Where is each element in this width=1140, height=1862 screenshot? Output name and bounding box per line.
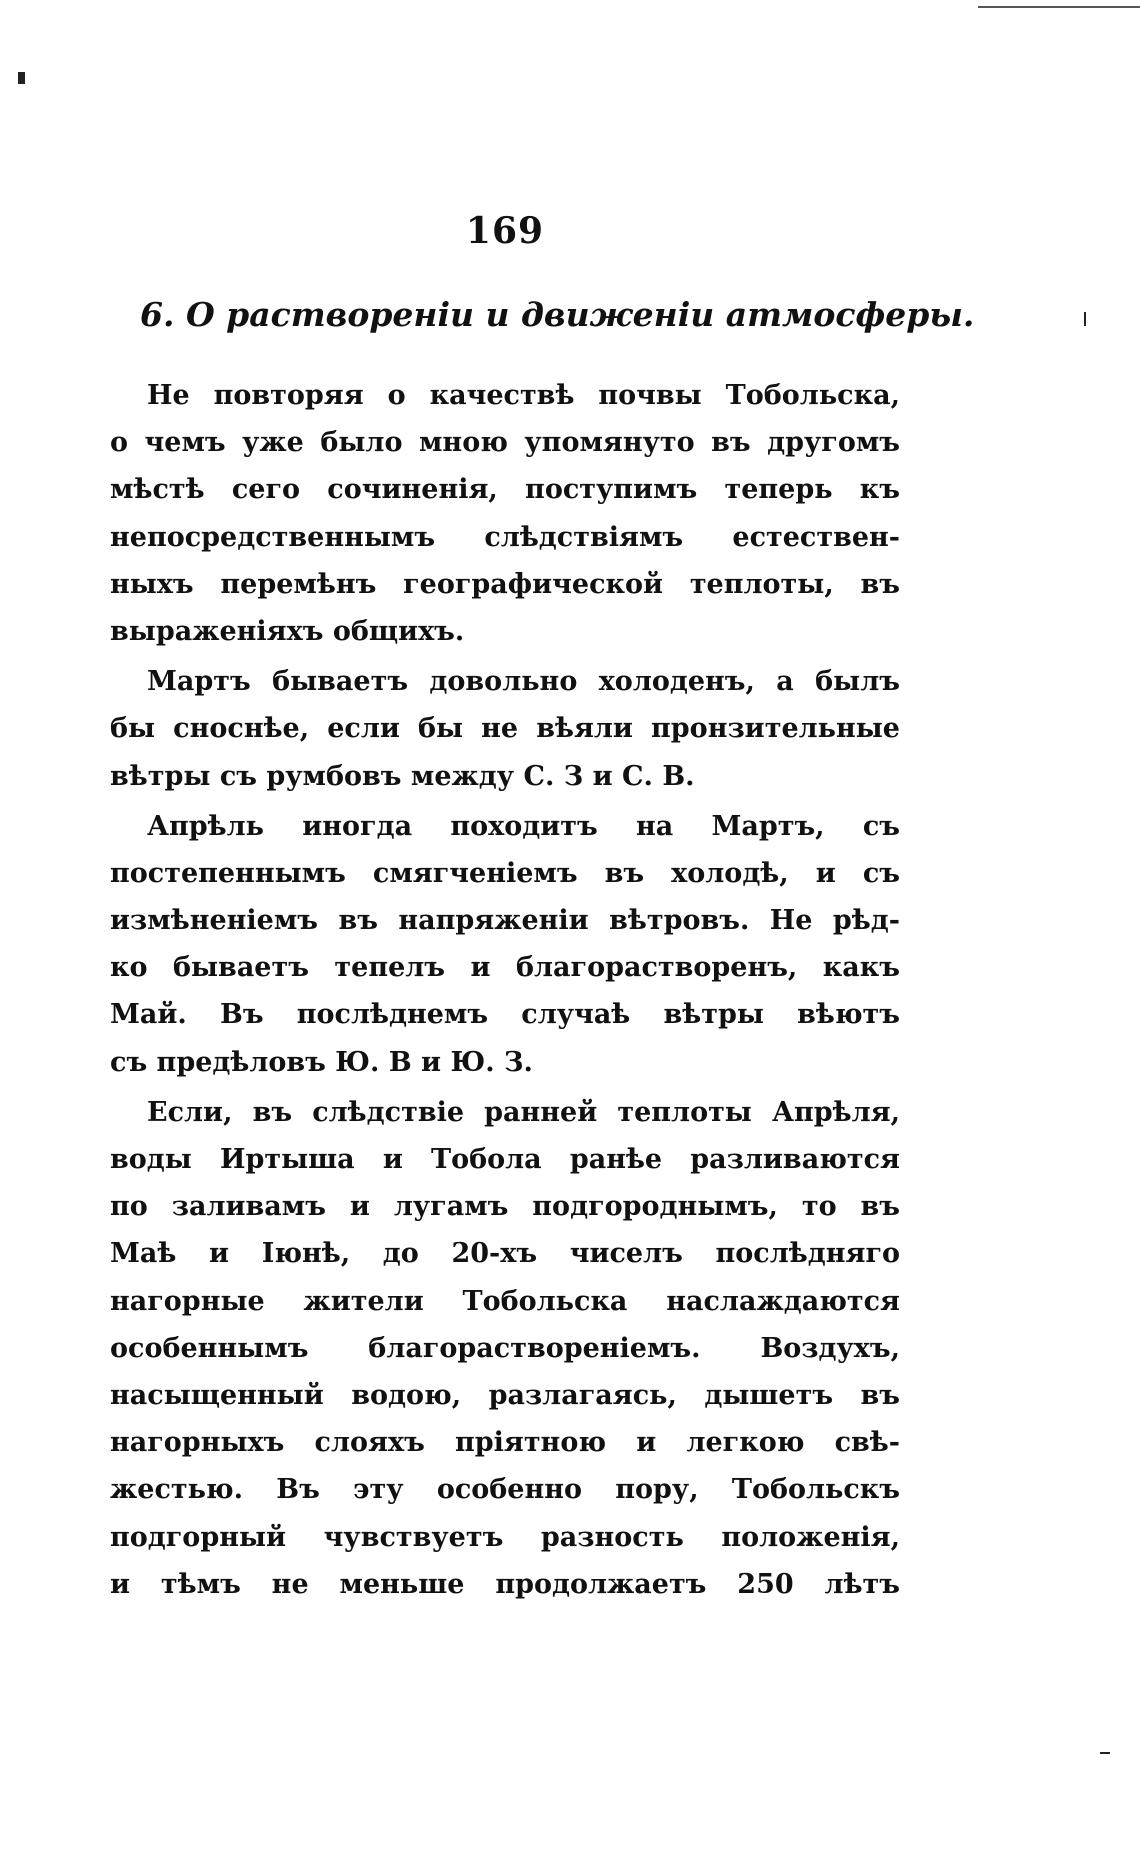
page-edge-line xyxy=(978,6,1140,8)
text-line: Апрѣль иногда походитъ на Мартъ, съ xyxy=(147,810,900,842)
margin-mark-bottom xyxy=(1100,1752,1110,1754)
text-line: подгорный чувствуетъ разность положенія, xyxy=(110,1521,900,1553)
text-line: измѣненіемъ въ напряженіи вѣтровъ. Не рѣд- xyxy=(110,905,900,937)
text-line: мѣстѣ сего сочиненія, поступимъ теперь къ xyxy=(110,474,900,506)
text-line: по заливамъ и лугамъ подгороднымъ, то въ xyxy=(110,1191,900,1223)
text-line: выраженіяхъ общихъ. xyxy=(110,615,465,647)
text-line: бы сноснѣе, если бы не вѣяли пронзительные xyxy=(110,713,900,745)
text-line: нагорныхъ слояхъ пріятною и легкою свѣ- xyxy=(110,1427,900,1459)
text-line: воды Иртыша и Тобола ранѣе разливаются xyxy=(110,1144,900,1175)
text-line: Если, въ слѣдствіе ранней теплоты Апрѣля, xyxy=(147,1096,900,1128)
text-line: ко бываетъ тепелъ и благорастворенъ, какъ xyxy=(110,952,900,984)
text-line: Маѣ и Іюнѣ, до 20-хъ чиселъ послѣдняго xyxy=(110,1238,900,1270)
margin-mark-left xyxy=(18,72,25,84)
text-line: о чемъ уже было мною упомянуто въ другомъ xyxy=(110,427,900,459)
text-line: Мартъ бываетъ довольно холоденъ, а былъ xyxy=(147,666,900,698)
text-line: постепеннымъ смягченіемъ въ холодѣ, и съ xyxy=(110,857,900,889)
section-heading: 6. О раствореніи и движеніи атмосферы. xyxy=(140,295,975,334)
text-line: жестью. Въ эту особенно пору, Тобольскъ xyxy=(110,1474,900,1506)
text-line: Не повторяя о качествѣ почвы Тобольска, xyxy=(147,380,900,411)
text-line: особеннымъ благорастворенiемъ. Воздухъ, xyxy=(110,1332,900,1364)
text-line: насыщенный водою, разлагаясь, дышетъ въ xyxy=(110,1379,900,1411)
text-line: непосредственнымъ слѣдствіямъ естествен- xyxy=(110,521,900,553)
margin-mark-right xyxy=(1084,312,1086,326)
page-number: 169 xyxy=(465,210,545,252)
text-line: Май. Въ послѣднемъ случаѣ вѣтры вѣютъ xyxy=(110,999,900,1031)
text-line: вѣтры съ румбовъ между С. З и С. В. xyxy=(110,760,695,792)
text-line: съ предѣловъ Ю. В и Ю. З. xyxy=(110,1046,533,1078)
text-line: и тѣмъ не меньше продолжаетъ 250 лѣтъ xyxy=(110,1568,900,1600)
text-line: ныхъ перемѣнъ географической теплоты, въ xyxy=(110,568,900,600)
text-line: нагорные жители Тобольска наслаждаются xyxy=(110,1285,900,1317)
body-text xyxy=(110,372,900,1608)
